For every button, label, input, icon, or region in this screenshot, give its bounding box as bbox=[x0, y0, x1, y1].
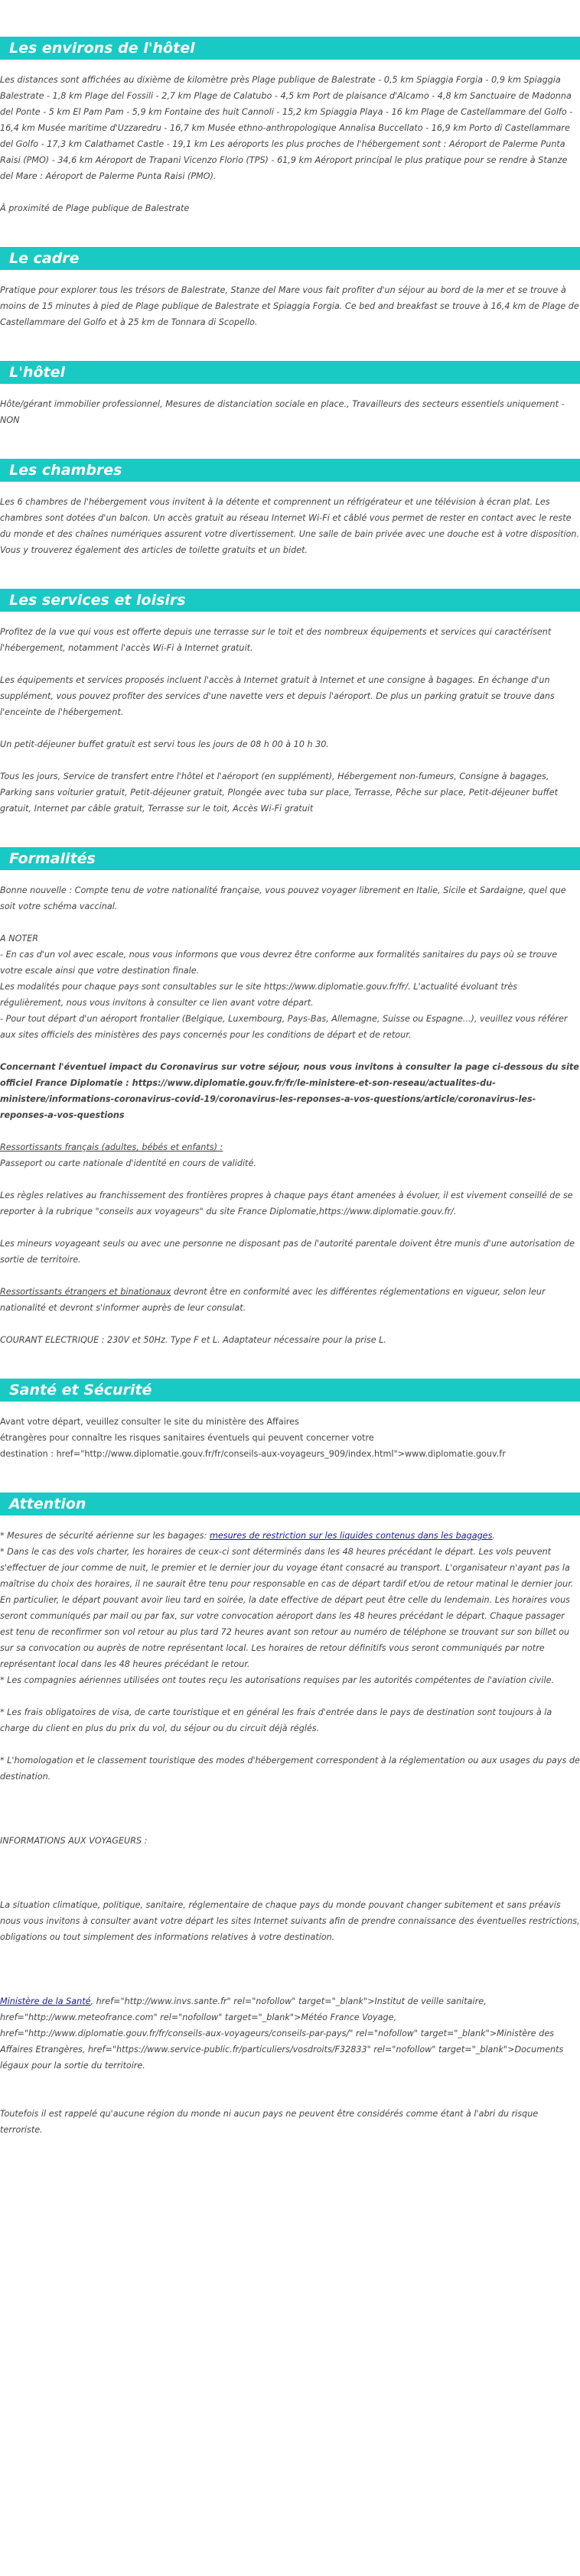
paragraph bbox=[0, 1993, 580, 2074]
page bbox=[0, 37, 580, 2138]
section-hotel bbox=[0, 361, 580, 428]
paragraph bbox=[0, 1528, 580, 1544]
paragraph: Les modalités pour chaque pays sont consultables sur le site https://www.diplomatie.gouv.fr/fr/. L'actualité évoluant très régulièrement, nous vous invitons à consulter ce lien avant votre départ. bbox=[0, 982, 518, 1008]
subheading: Ressortissants français (adultes, bébés et enfants) : bbox=[0, 1142, 223, 1152]
section-title: Les environs de l'hôtel bbox=[0, 37, 580, 60]
paragraph: - Pour tout départ d'un aéroport frontalier (Belgique, Luxembourg, Pays-Bas, Allemagne, Suisse ou Espagne...), veuillez vous référer aux sites officiels des ministères des pays concernés pour les conditions de départ et de retour. bbox=[0, 1014, 568, 1040]
paragraph: nous vous invitons à consulter avant votre départ les sites Internet suivants afin de prendre connaissance des éventuelles restrictions, obligations ou tout simplement des informations relatives à votre destination. bbox=[0, 1916, 580, 1942]
section-title: Les services et loisirs bbox=[0, 589, 580, 612]
info-title: INFORMATIONS AUX VOYAGEURS : bbox=[0, 1836, 148, 1846]
paragraph: Profitez de la vue qui vous est offerte depuis une terrasse sur le toit et des nombreux équipements et services qui caractérisent l'hébergement, notamment l'accès Wi-Fi à Internet gratuit. bbox=[0, 627, 552, 653]
paragraph: La situation climatique, politique, sanitaire, réglementaire de chaque pays du monde pouvant changer subitement et sans préavis bbox=[0, 1900, 561, 1910]
section-chambres bbox=[0, 459, 580, 558]
paragraph: COURANT ELECTRIQUE : 230V et 50Hz. Type F et L. Adaptateur nécessaire pour la prise L. bbox=[0, 1335, 386, 1345]
paragraph: Un petit-déjeuner buffet gratuit est servi tous les jours de 08 h 00 à 10 h 30. bbox=[0, 739, 329, 749]
text-line: destination : href="http://www.diplomatie.gouv.fr/fr/conseils-aux-voyageurs_909/index.html">www.diplomatie.gouv.fr bbox=[0, 1449, 506, 1459]
paragraph: Toutefois il est rappelé qu'aucune région du monde ni aucun pays ne peuvent être considérés comme étant à l'abri du risque terroriste. bbox=[0, 2109, 539, 2135]
section-title: Le cadre bbox=[0, 247, 580, 270]
section-formalites bbox=[0, 847, 580, 1348]
paragraph: * Dans le cas des vols charter, les horaires de ceux-ci sont déterminés dans les 48 heures précédant le départ. Les vols peuvent s'effectuer de jour comme de nuit, le premier et le dernier jour du voyage étant consacré au transport. L'organisateur n'ayant pas la maîtrise du choix des horaires, il ne saurait être tenu pour responsable en cas de départ tardif et/ou de retour matinal le dernier jour. En particulier, le départ pouvant avoir lieu tard en soirée, la date effective de départ peut être celle du lendemain. Les horaires vous seront communiqués par mail ou par fax, sur votre convocation aéroport dans les 48 heures précédant le départ. Chaque passager est tenu de reconfirmer son vol retour au plus tard 72 heures avant son retour au numéro de téléphone se trouvant sur son billet ou sur sa convocation ou auprès de notre représentant local. Les horaires de retour définitifs vous seront communiqués par notre représentant local dans les 48 heures précédant le retour. bbox=[0, 1547, 574, 1669]
paragraph: Pratique pour explorer tous les trésors de Balestrate, Stanze del Mare vous fait profiter d'un séjour au bord de la mer et se trouve à moins de 15 minutes à pied de Plage publique de Balestrate et Spiaggia Forgia. Ce bed and breakfast se trouve à 16,4 km de Plage de Castellammare del Golfo et à 25 km de Tonnara di Scopello. bbox=[0, 285, 579, 327]
ministere-sante-link[interactable]: Ministère de la Santé bbox=[0, 1996, 91, 2006]
paragraph: - En cas d'un vol avec escale, nous vous informons que vous devrez être conforme aux formalités sanitaires du pays où se trouve votre escale ainsi que votre destination finale. bbox=[0, 950, 558, 976]
text: , href="http://www.invs.sante.fr" rel="nofollow" target="_blank">Institut de veille sanitaire, href="http://www.meteofrance.com" rel="nofollow" target="_blank">Météo France Voyage, href="http://www.diplomatie.gouv.fr/fr/conseils-aux-voyageurs/conseils-par-pays/" rel="nofollow" target="_blank">Ministère des Affaires Etrangères, href="https://www.service-public.fr/particuliers/vosdroits/F32833" rel="nofollow" target="_blank">Documents légaux pour la sortie du territoire. bbox=[0, 1996, 564, 2071]
paragraph: Les équipements et services proposés incluent l'accès à Internet gratuit à Internet et une consigne à bagages. En échange d'un supplément, vous pouvez profiter des services d'une navette vers et depuis l'aéroport. De plus un parking gratuit se trouve dans l'enceinte de l'hébergement. bbox=[0, 675, 555, 717]
paragraph bbox=[0, 1284, 580, 1316]
section-sante bbox=[0, 1379, 580, 1462]
subheading-inline: Ressortissants étrangers et binationaux bbox=[0, 1287, 171, 1297]
section-services bbox=[0, 589, 580, 817]
text: devront être en conformité avec les différentes réglementations en vigueur, selon leur nationalité et devront s'informer auprès de leur consulat. bbox=[0, 1287, 546, 1313]
text-line: étrangères pour connaître les risques sanitaires éventuels qui peuvent concerner votre bbox=[0, 1433, 374, 1443]
section-title: Les chambres bbox=[0, 459, 580, 482]
paragraph: Les règles relatives au franchissement des frontières propres à chaque pays étant amenées à évoluer, il est vivement conseillé de se reporter à la rubrique "conseils aux voyageurs" du site France Diplomatie,https://www.diplomatie.gouv.fr/. bbox=[0, 1191, 573, 1217]
section-title: Formalités bbox=[0, 847, 580, 870]
paragraph: Les 6 chambres de l'hébergement vous invitent à la détente et comprennent un réfrigérateur et une télévision à écran plat. Les chambres sont dotées d'un balcon. Un accès gratuit au réseau Internet Wi-Fi et câblé vous permet de rester en contact avec le reste du monde et des chaînes numériques assurent votre divertissement. Une salle de bain privée avec une douche est à votre disposition. Vous y trouverez également des articles de toilette gratuits et un bidet. bbox=[0, 497, 580, 555]
section-environs bbox=[0, 37, 580, 216]
section-title: Santé et Sécurité bbox=[0, 1379, 580, 1402]
paragraph: Passeport ou carte nationale d'identité en cours de validité. bbox=[0, 1158, 256, 1168]
section-title: Attention bbox=[0, 1493, 580, 1515]
liquids-restriction-link[interactable]: mesures de restriction sur les liquides contenus dans les bagages bbox=[209, 1531, 493, 1541]
paragraph: * Les compagnies aériennes utilisées ont toutes reçu les autorisations requises par les autorités compétentes de l'aviation civile. bbox=[0, 1675, 555, 1685]
paragraph: Bonne nouvelle : Compte tenu de votre nationalité française, vous pouvez voyager librement en Italie, Sicile et Sardaigne, quel que soit votre schéma vaccinal. bbox=[0, 885, 566, 911]
paragraph: Tous les jours, Service de transfert entre l'hôtel et l'aéroport (en supplément), Hébergement non-fumeurs, Consigne à bagages, Parking sans voiturier gratuit, Petit-déjeuner gratuit, Plongée avec tuba sur place, Terrasse, Pêche sur place, Petit-déjeuner buffet gratuit, Internet par câble gratuit, Terrasse sur le toit, Accès Wi-Fi gratuit bbox=[0, 772, 558, 814]
paragraph-coronavirus: Concernant l'éventuel impact du Coronavirus sur votre séjour, nous vous invitons à consulter la page ci-dessous du site officiel France Diplomatie : https://www.diplomatie.gouv.fr/fr/le-ministere-et-son-reseau/actualites-du-ministere/informations-coronavirus-covid-19/coronavirus-les-reponses-a-vos-questions/article/coronavirus-les-reponses-a-vos-questions bbox=[0, 1062, 579, 1120]
paragraph: Les distances sont affichées au dixième de kilomètre près Plage publique de Balestrate - 0,5 km Spiaggia Forgia - 0,9 km Spiaggia Balestrate - 1,8 km Plage del Fossili - 2,7 km Plage de Calatubo - 4,5 km Port de plaisance d'Alcamo - 4,8 km Sanctuaire de Madonna del Ponte - 5 km El Pam Pam - 5,9 km Fontaine des huit Cannoli - 15,2 km Spiaggia Playa - 16 km Plage de Castellammare del Golfo - 16,4 km Musée maritime d'Uzzaredru - 16,7 km Musée ethno-anthropologique Annalisa Buccellato - 16,9 km Porto di Castellammare del Golfo - 17,3 km Calathamet Castle - 19,1 km Les aéroports les plus proches de l'hébergement sont : Aéroport de Palerme Punta Raisi (PMO) - 34,6 km Aéroport de Trapani Vicenzo Florio (TPS) - 61,9 km Aéroport principal le plus pratique pour se rendre à Stanze del Mare : Aéroport de Palerme Punta Raisi (PMO). bbox=[0, 75, 573, 181]
section-cadre bbox=[0, 247, 580, 330]
note-title: A NOTER bbox=[0, 934, 39, 944]
section-title: L'hôtel bbox=[0, 361, 580, 384]
text: . bbox=[492, 1531, 495, 1541]
text: * Mesures de sécurité aérienne sur les bagages: bbox=[0, 1531, 210, 1541]
paragraph: À proximité de Plage publique de Balestrate bbox=[0, 203, 190, 213]
paragraph: Hôte/gérant immobilier professionnel, Mesures de distanciation sociale en place., Travailleurs des secteurs essentiels uniquement - NON bbox=[0, 399, 565, 425]
paragraph: Les mineurs voyageant seuls ou avec une personne ne disposant pas de l'autorité parentale doivent être munis d'une autorisation de sortie de territoire. bbox=[0, 1239, 575, 1265]
text-line: Avant votre départ, veuillez consulter le site du ministère des Affaires bbox=[0, 1417, 299, 1427]
paragraph: * L'homologation et le classement touristique des modes d'hébergement correspondent à la réglementation ou aux usages du pays de destination. bbox=[0, 1756, 580, 1782]
paragraph: * Les frais obligatoires de visa, de carte touristique et en général les frais d'entrée dans le pays de destination sont toujours à la charge du client en plus du prix du vol, du séjour ou du circuit déjà réglés. bbox=[0, 1707, 552, 1733]
section-attention bbox=[0, 1493, 580, 2138]
